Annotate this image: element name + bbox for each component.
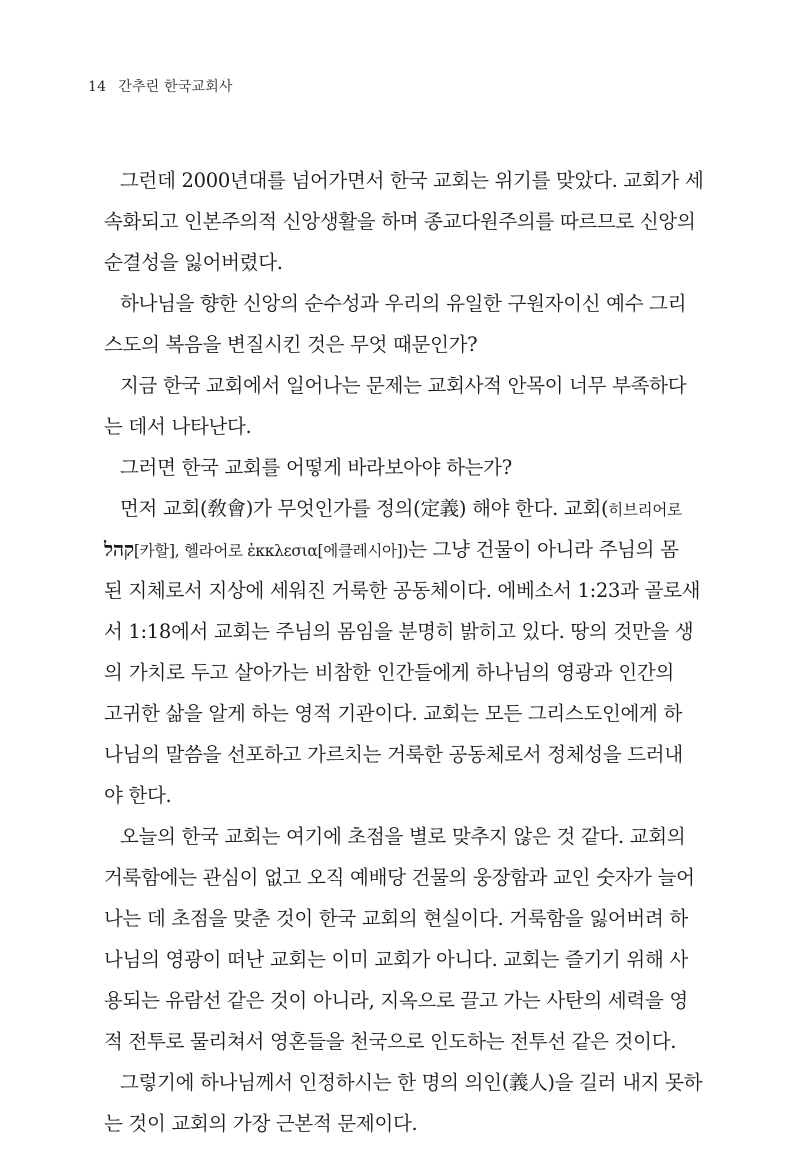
text-run: 먼저 교회(敎會)가 무엇인가를 정의(定義) 해야 한다. 교회( — [120, 497, 609, 520]
text-line: 야 한다. — [104, 784, 172, 807]
running-head — [88, 76, 233, 96]
text-line: 서 1:18에서 교회는 주님의 몸임을 분명히 밝히고 있다. 땅의 것만을 생 — [104, 620, 694, 643]
text-run: [카할], 헬라어로 ἐκκλεσια[에클레시아]) — [133, 542, 409, 560]
text-line: 용되는 유람선 같은 것이 아니라, 지옥으로 끌고 가는 사탄의 세력을 영 — [104, 989, 688, 1012]
text-line: 고귀한 삶을 알게 하는 영적 기관이다. 교회는 모든 그리스도인에게 하 — [104, 702, 683, 725]
text-line: 나님의 말씀을 선포하고 가르치는 거룩한 공동체로서 정체성을 드러내 — [104, 743, 683, 766]
page-number: 14 — [88, 79, 107, 95]
text-line: 지금 한국 교회에서 일어나는 문제는 교회사적 안목이 너무 부족하다 — [120, 374, 687, 397]
body-text — [104, 160, 704, 1144]
hebrew-word: קהל — [104, 538, 134, 561]
text-line: 는 데서 나타난다. — [104, 415, 252, 438]
text-line — [104, 488, 682, 529]
text-line — [104, 529, 679, 570]
text-line: 오늘의 한국 교회는 여기에 초점을 별로 맞추지 않은 것 같다. 교회의 — [120, 825, 686, 848]
text-run: 히브리어로 — [608, 501, 682, 519]
text-line: 그런데 2000년대를 넘어가면서 한국 교회는 위기를 맞았다. 교회가 세 — [120, 169, 704, 192]
text-line: 적 전투로 물리쳐서 영혼들을 천국으로 인도하는 전투선 같은 것이다. — [104, 1030, 677, 1053]
book-title: 간추린 한국교회사 — [118, 79, 233, 95]
text-line: 그렇기에 하나님께서 인정하시는 한 명의 의인(義人)을 길러 내지 못하 — [120, 1071, 703, 1094]
text-line: 스도의 복음을 변질시킨 것은 무엇 때문인가? — [104, 333, 478, 356]
text-line: 의 가치로 두고 살아가는 비참한 인간들에게 하나님의 영광과 인간의 — [104, 661, 674, 684]
text-run: 는 그냥 건물이 아니라 주님의 몸 — [408, 538, 679, 561]
text-line: 순결성을 잃어버렸다. — [104, 251, 283, 274]
text-line: 하나님을 향한 신앙의 순수성과 우리의 유일한 구원자이신 예수 그리 — [120, 292, 687, 315]
text-line: 속화되고 인본주의적 신앙생활을 하며 종교다원주의를 따르므로 신앙의 — [104, 210, 696, 233]
text-line: 그러면 한국 교회를 어떻게 바라보아야 하는가? — [120, 456, 512, 479]
text-line: 나는 데 초점을 맞춘 것이 한국 교회의 현실이다. 거룩함을 잃어버려 하 — [104, 907, 688, 930]
text-line: 거룩함에는 관심이 없고 오직 예배당 건물의 웅장함과 교인 숫자가 늘어 — [104, 866, 695, 889]
text-line: 나님의 영광이 떠난 교회는 이미 교회가 아니다. 교회는 즐기기 위해 사 — [104, 948, 688, 971]
text-line: 된 지체로서 지상에 세워진 거룩한 공동체이다. 에베소서 1:23과 골로새 — [104, 579, 701, 602]
text-line: 는 것이 교회의 가장 근본적 문제이다. — [104, 1112, 418, 1135]
